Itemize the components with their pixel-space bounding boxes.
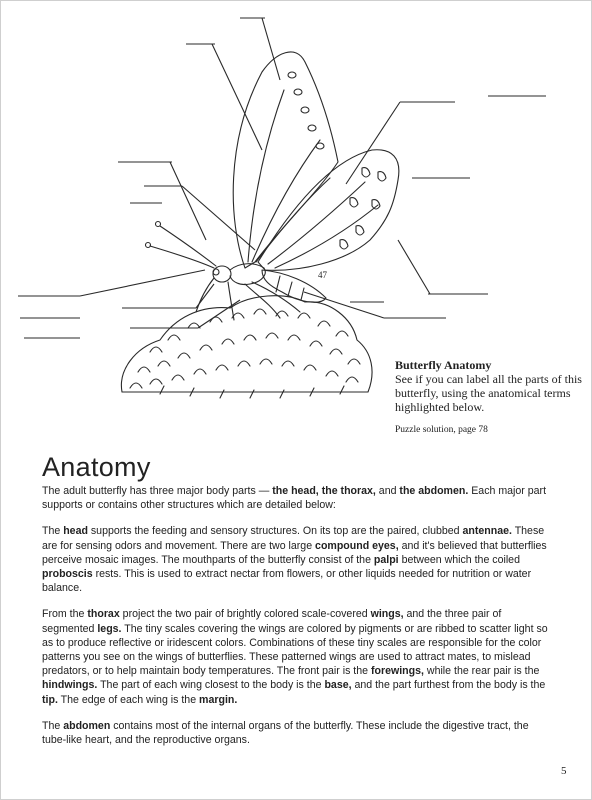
- caption-note: Puzzle solution, page 78: [395, 425, 488, 435]
- text-run: rests. This is used to extract nectar from flowers, or other liquids needed for nutrition or water balance.: [42, 568, 532, 595]
- section-title: Anatomy: [42, 452, 151, 482]
- anatomical-term: antennae.: [462, 525, 512, 538]
- body-paragraph: [42, 524, 554, 595]
- anatomical-term: tip.: [42, 693, 58, 706]
- text-run: project the two pair of brightly colored scale-covered: [119, 608, 371, 621]
- anatomical-term: margin.: [199, 693, 238, 706]
- anatomical-term: thorax: [87, 608, 120, 621]
- antennae: [146, 222, 217, 269]
- anatomical-term: the thorax,: [321, 485, 376, 497]
- anatomical-term: compound eyes,: [315, 539, 399, 552]
- text-run: These are for sensing odors and movement. There are two large: [42, 525, 545, 552]
- text-run: and it's believed that butterflies perceive mosaic images. The mouthparts of the butterfly consist of the: [42, 539, 547, 566]
- text-run: supports the feeding and sensory structures. On its top are the paired, clubbed: [87, 525, 463, 538]
- figure-caption: [395, 358, 585, 437]
- anatomical-term: legs.: [97, 622, 122, 635]
- anatomical-term: wings,: [370, 608, 404, 621]
- text-run: and the three pair of segmented: [42, 608, 502, 635]
- anatomical-term: forewings,: [370, 665, 424, 678]
- text-run: contains most of the internal organs of the butterfly. These include the digestive tract, the tube-like heart, and the reproductive organs.: [42, 719, 529, 747]
- anatomical-term: the head,: [272, 485, 319, 497]
- text-run: From the: [42, 608, 88, 621]
- caption-title: Butterfly Anatomy: [395, 358, 492, 372]
- text-run: between which the coiled: [398, 553, 520, 566]
- text-run: and: [375, 485, 400, 497]
- body-text: [42, 484, 554, 759]
- text-run: and the part furthest from the body is the: [351, 679, 546, 692]
- text-run: The: [42, 525, 64, 538]
- text-run: The part of each wing closest to the body is the: [97, 679, 325, 692]
- anatomical-term: head: [63, 525, 88, 538]
- scale-marker: 47: [318, 270, 327, 280]
- text-run: The adult butterfly has three major body parts —: [42, 485, 273, 497]
- anatomical-term: base,: [324, 679, 352, 692]
- label-lines: [18, 18, 546, 338]
- flower-cluster: [121, 296, 372, 398]
- page-number: 5: [561, 765, 567, 777]
- caption-text: See if you can label all the parts of this butterfly, using the anatomical terms highlighted below.: [395, 372, 582, 414]
- text-run: Each major part supports or contains other structures which are detailed below:: [42, 485, 547, 512]
- text-run: The tiny scales covering the wings are colored by pigments or are ribbed to scatter light so as to produce reflective or iridescent colors. Combinations of these tiny scales are responsible for the color patterns you see on the wings of butterflies. These patterned wings are used to attract mates, to mislead predators, or to help maintain body temperatures. The front pair is the: [42, 622, 548, 678]
- anatomical-term: the abdomen.: [399, 485, 469, 497]
- hindwing: [258, 150, 399, 271]
- anatomical-term: proboscis: [42, 568, 93, 581]
- anatomical-term: palpi: [373, 553, 399, 566]
- text-run: The: [42, 719, 64, 732]
- text-run: The edge of each wing is the: [57, 693, 200, 706]
- forewing: [233, 52, 338, 268]
- body-paragraph: [42, 484, 554, 512]
- body-paragraph: [42, 719, 554, 747]
- anatomical-term: abdomen: [63, 719, 111, 732]
- anatomical-term: hindwings.: [42, 679, 98, 692]
- body-paragraph: [42, 607, 554, 706]
- text-run: while the rear pair is the: [423, 665, 540, 678]
